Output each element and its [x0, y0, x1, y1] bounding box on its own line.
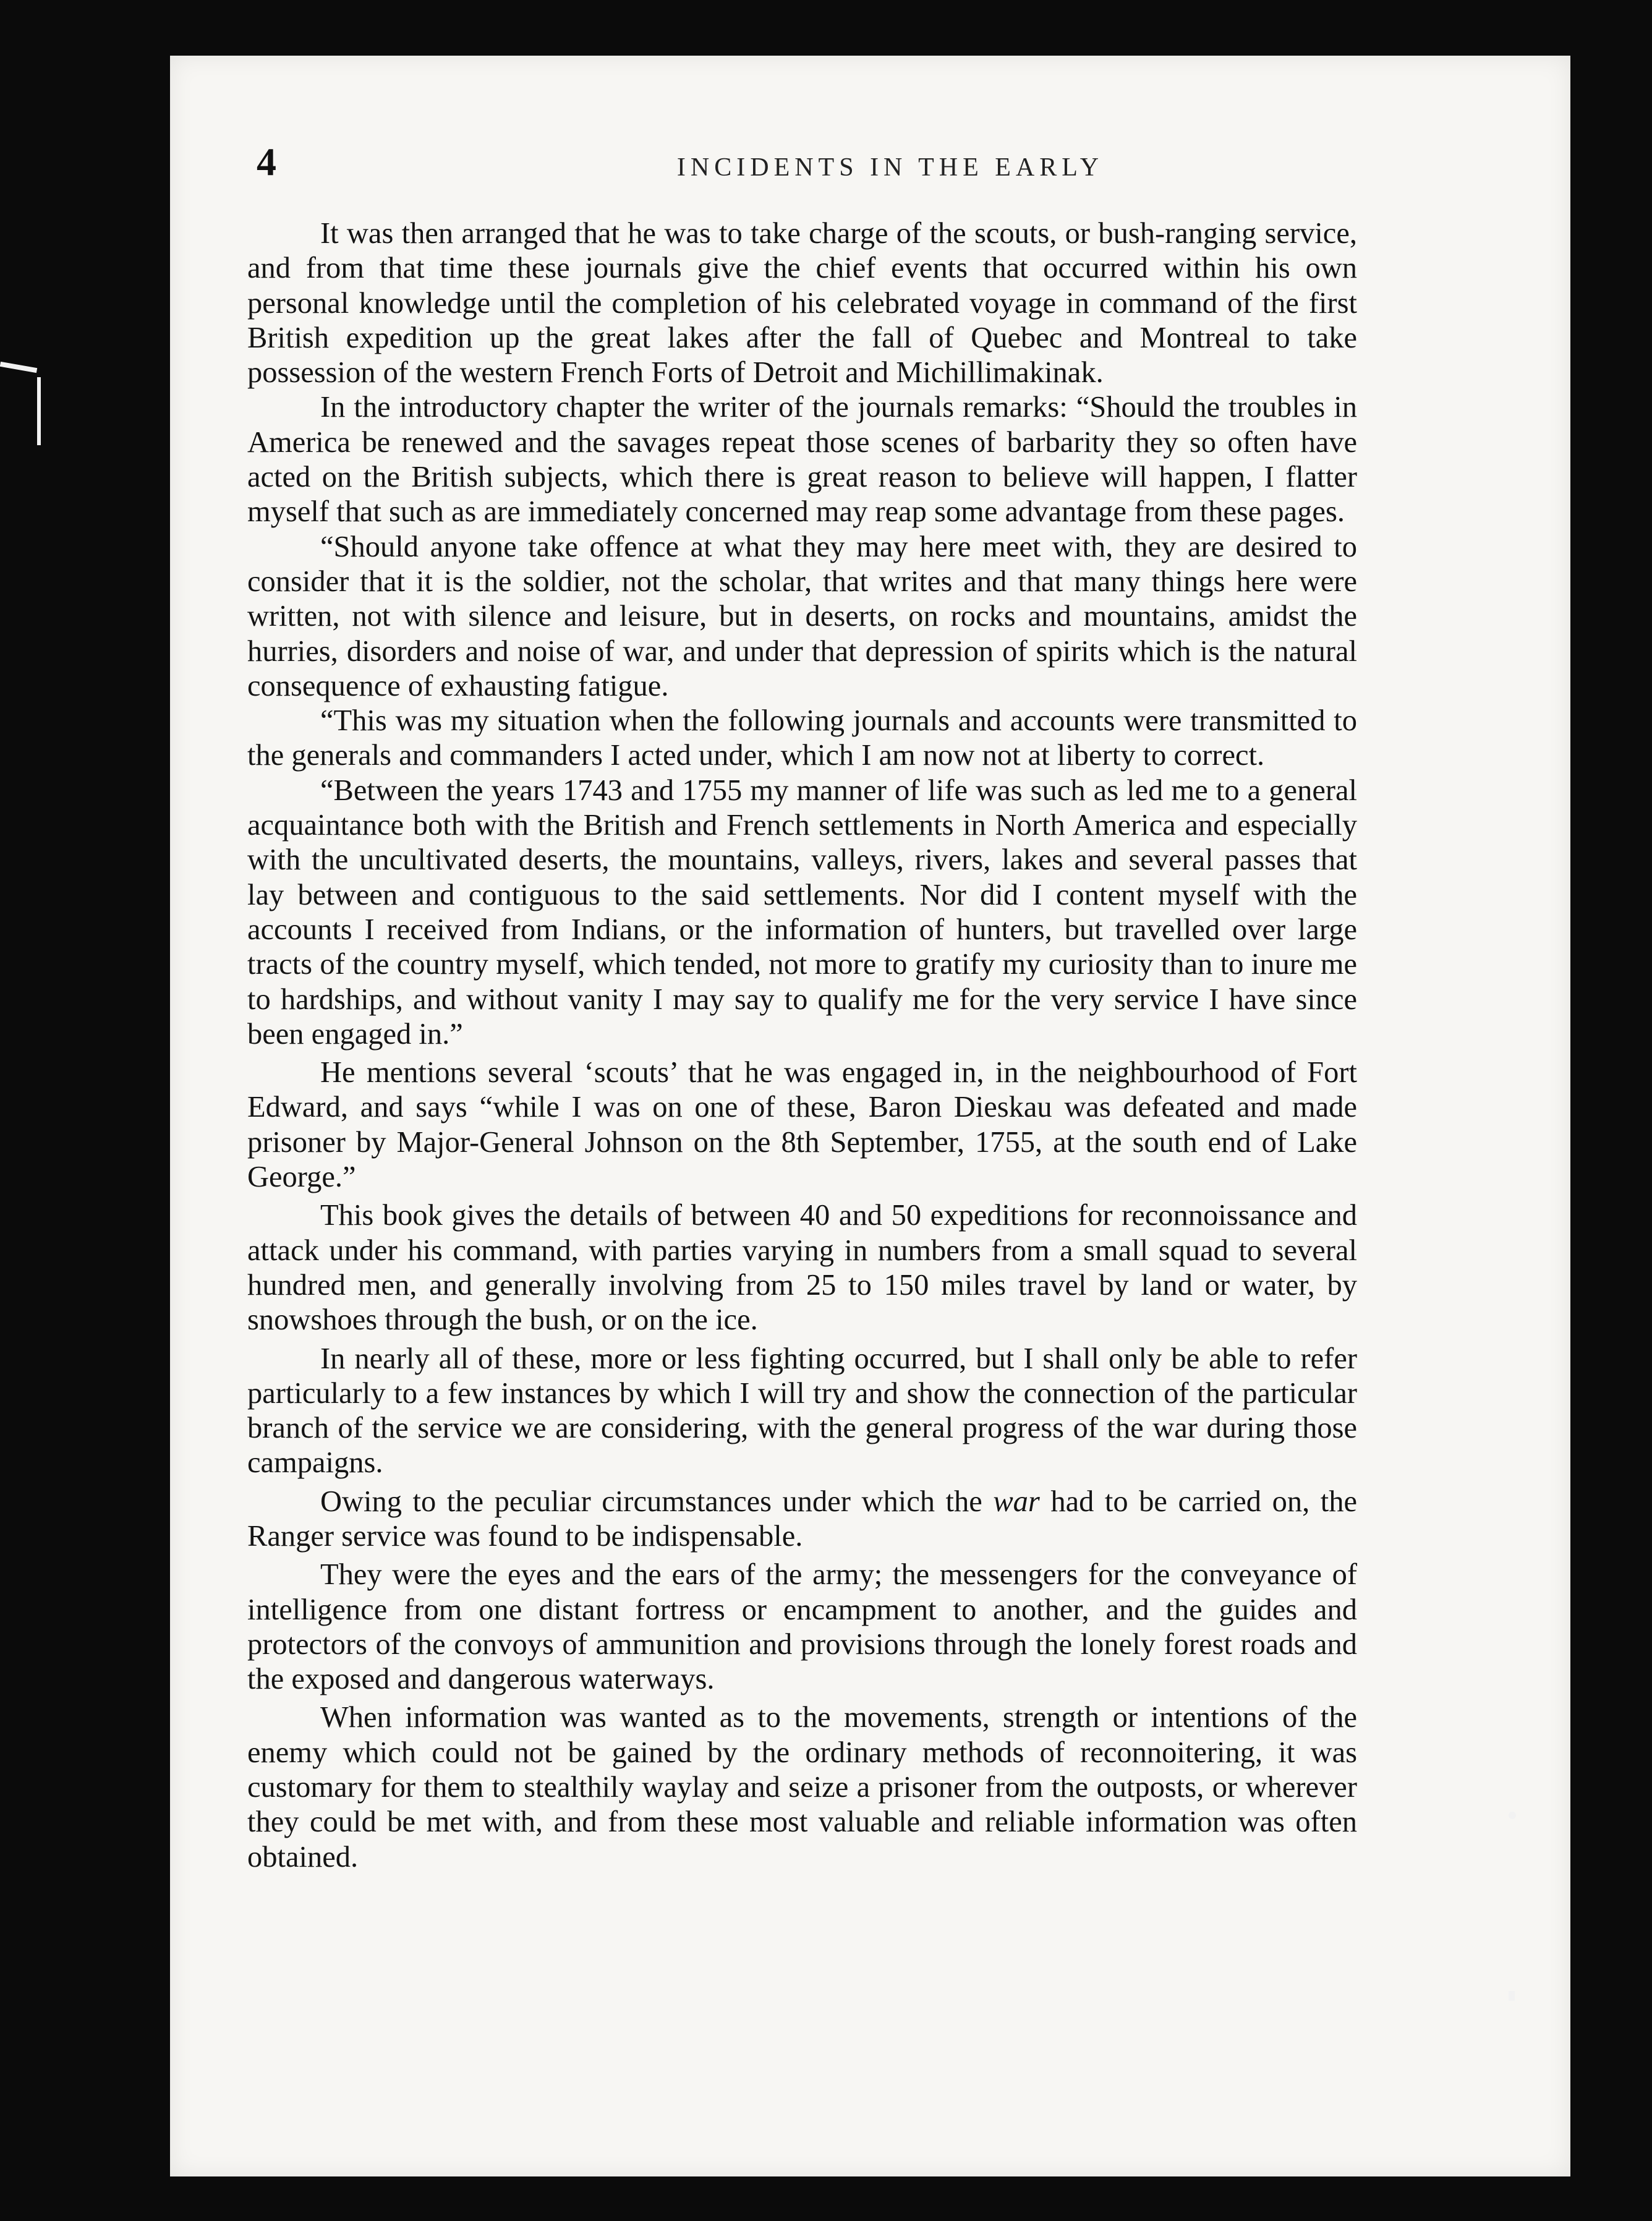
- paragraph: “This was my situation when the following journals and accounts were transmitted to the generals and commanders I acted under, which I am now not at liberty to correct.: [247, 704, 1357, 772]
- scan-artifact-mark: [1509, 1991, 1515, 2001]
- scan-artifact-mark: [37, 377, 41, 445]
- paragraph: When information was wanted as to the movements, strength or intentions of the enemy which could not be gained by the ordinary methods of reconnoitering, it was customary for them to stealthily waylay and seize a prisoner from the outposts, or wherever they could be met with, and from these most valuable and reliable information was often obtained.: [247, 1701, 1357, 1874]
- page-number: 4: [257, 140, 276, 184]
- paragraph: This book gives the details of between 40 and 50 expeditions for reconnoissance and attack under his command, with parties varying in numbers from a small squad to several hundred men, and generally involving from 25 to 150 miles travel by land or water, by snowshoes through the bush, or on the ice.: [247, 1199, 1357, 1337]
- scan-artifact-mark: [1509, 1812, 1516, 1819]
- paragraph: “Between the years 1743 and 1755 my manner of life was such as led me to a general acquaintance both with the British and French settlements in North America and especially with the uncultivated deserts, the mountains, valleys, rivers, lakes and several passes that lay between and contiguous to the said settlements. Nor did I content myself with the accounts I received from Indians, or the information of hunters, but travelled over large tracts of the country myself, which tended, not more to gratify my curiosity than to inure me to hardships, and without vanity I may say to qualify me for the very service I have since been engaged in.”: [247, 774, 1357, 1051]
- paragraph: In the introductory chapter the writer of the journals remarks: “Should the troubles in America be renewed and the savages repeat those scenes of barbarity they so often have acted on the British subjects, which there is great reason to believe will happen, I flatter myself that such as are immediately concerned may reap some advantage from these pages.: [247, 391, 1357, 529]
- scan-artifact-mark: [0, 362, 37, 373]
- running-head: INCIDENTS IN THE EARLY: [676, 153, 1104, 182]
- paragraph: In nearly all of these, more or less fighting occurred, but I shall only be able to refer particularly to a few instances by which I will try and show the connection of the particular branch of the service we are considering, with the general progress of the war during those campaigns.: [247, 1342, 1357, 1480]
- page-header: [257, 139, 1524, 207]
- paragraph: It was then arranged that he was to take charge of the scouts, or bush-ranging service, and from that time these journals give the chief events that occurred within his own personal knowledge until the completion of his celebrated voyage in command of the first British expedition up the great lakes after the fall of Quebec and Montreal to take possession of the western French Forts of Detroit and Michillimakinak.: [247, 217, 1357, 390]
- document-page: [170, 56, 1570, 2176]
- italic-word: war: [993, 1485, 1040, 1518]
- paragraph: “Should anyone take offence at what they may here meet with, they are desired to consider that it is the soldier, not the scholar, that writes and that many things here were written, not with silence and leisure, but in deserts, on rocks and mountains, amidst the hurries, disorders and noise of war, and under that depression of spirits which is the natural consequence of exhausting fatigue.: [247, 530, 1357, 702]
- paragraph: He mentions several ‘scouts’ that he was engaged in, in the neighbourhood of Fort Edward, and says “while I was on one of these, Baron Dieskau was defeated and made prisoner by Major-General Johnson on the 8th September, 1755, at the south end of Lake George.”: [247, 1056, 1357, 1194]
- body-text: [247, 216, 1357, 1875]
- paragraph: Owing to the peculiar circumstances under which the war had to be carried on, the Ranger service was found to be indispensable.: [247, 1485, 1357, 1553]
- paragraph: They were the eyes and the ears of the army; the messengers for the conveyance of intelligence from one distant fortress or encampment to another, and the guides and protectors of the convoys of ammunition and provisions through the lonely forest roads and the exposed and dangerous waterways.: [247, 1558, 1357, 1696]
